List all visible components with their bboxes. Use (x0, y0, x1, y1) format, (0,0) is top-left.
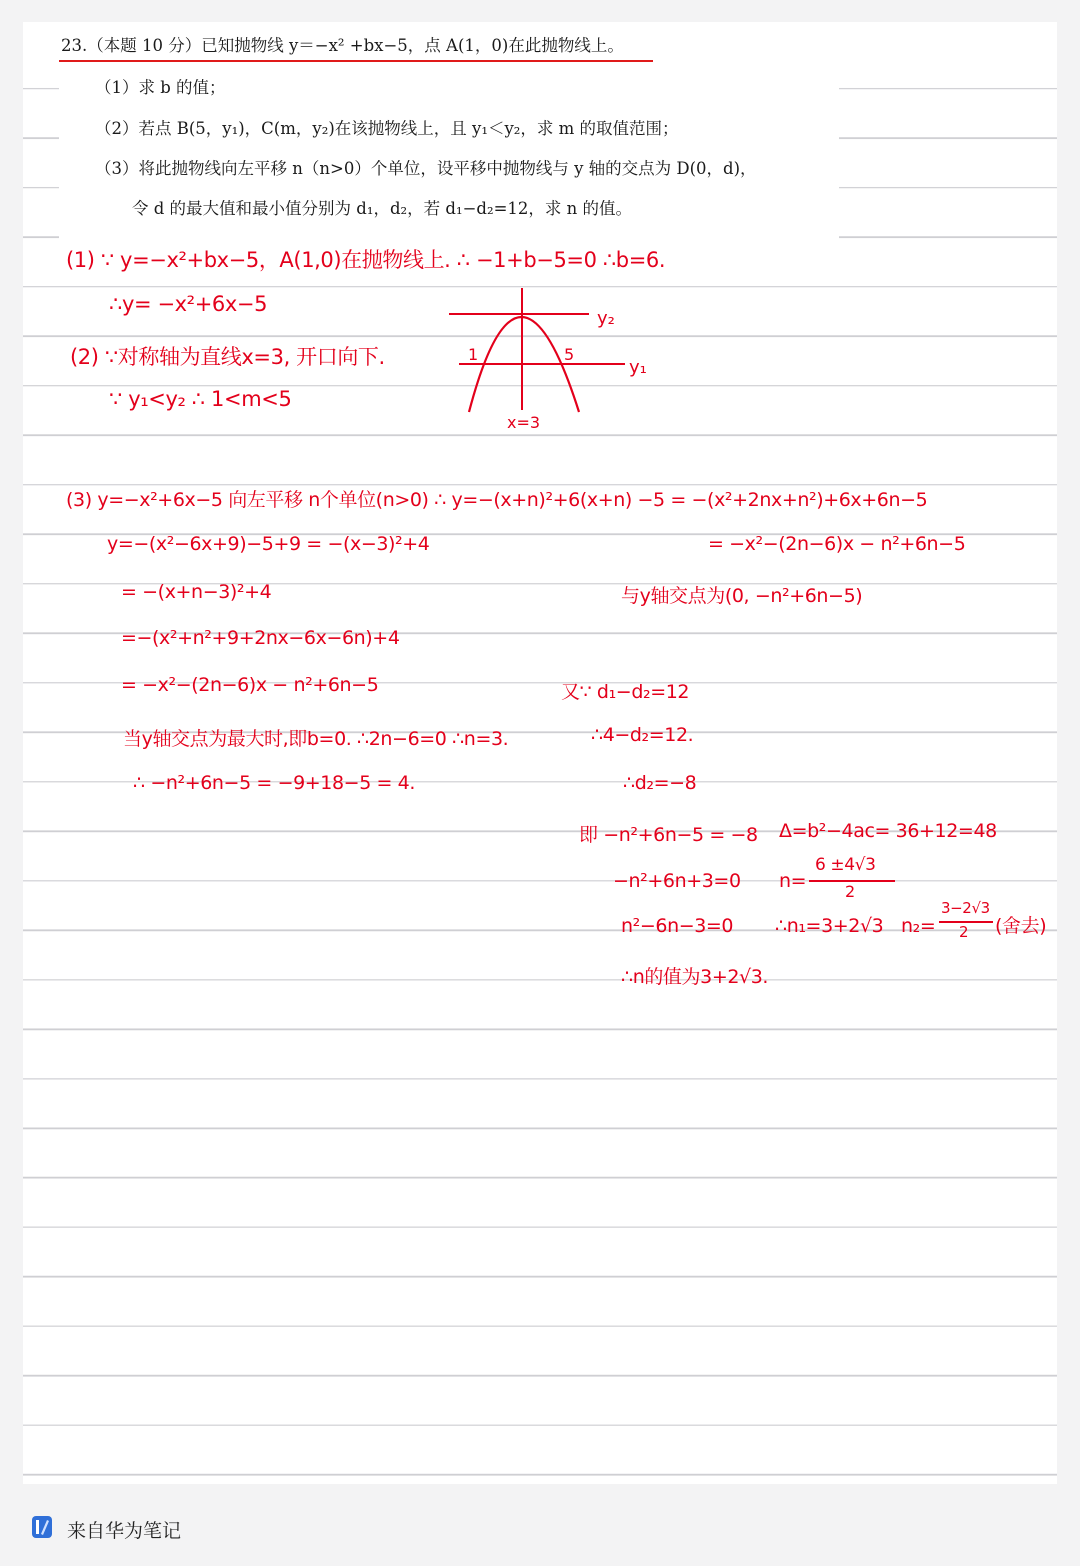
answer-3-left-5: 当y轴交点为最大时,即b=0. ∴2n−6=0 ∴n=3. (123, 728, 509, 750)
notepad-icon (32, 1516, 52, 1538)
question-3-continued: 令 d 的最大值和最小值分别为 d₁，d₂，若 d₁−d₂=12，求 n 的值。 (132, 199, 633, 218)
answer-3-right-4: ∴4−d₂=12. (591, 724, 694, 746)
answer-3-n-denominator: 2 (845, 882, 855, 901)
answer-3-right-8: n²−6n−3=0 (621, 915, 734, 937)
answer-3-n2-note: (舍去) (995, 915, 1047, 937)
answer-3-right-1: = −x²−(2n−6)x − n²+6n−5 (708, 533, 966, 555)
answer-3-right-7: −n²+6n+3=0 (613, 870, 741, 892)
answer-3-delta: Δ=b²−4ac= 36+12=48 (779, 820, 997, 842)
notebook-page (23, 22, 1057, 1484)
label-axis: x=3 (507, 413, 541, 432)
title-underline (59, 60, 653, 62)
answer-3-n2-denominator: 2 (959, 923, 969, 941)
answer-3-right-5: ∴d₂=−8 (623, 772, 697, 794)
label-y1: y₁ (629, 357, 647, 378)
label-1: 1 (468, 345, 479, 364)
answer-3-n2-prefix: n₂= (901, 915, 936, 937)
footer-source-text: 来自华为笔记 (67, 1520, 182, 1542)
question-3: （3）将此抛物线向左平移 n（n>0）个单位，设平移中抛物线与 y 轴的交点为 D(0，d)， (95, 159, 757, 178)
answer-2-line-2: ∵ y₁<y₂ ∴ 1<m<5 (109, 387, 292, 411)
answer-3-line-1: (3) y=−x²+6x−5 向左平移 n个单位(n>0) ∴ y=−(x+n)²+6(x+n) −5 = −(x²+2nx+n²)+6x+6n−5 (66, 489, 928, 511)
parabola-sketch (449, 282, 649, 432)
question-2: （2）若点 B(5，y₁)，C(m，y₂)在该抛物线上，且 y₁＜y₂，求 m 的取值范围； (95, 119, 679, 138)
label-5: 5 (564, 345, 575, 364)
answer-3-n2-numerator: 3−2√3 (941, 899, 990, 917)
answer-3-left-1: y=−(x²−6x+9)−5+9 = −(x−3)²+4 (107, 533, 430, 555)
answer-3-n-prefix: n= (779, 870, 807, 892)
answer-3-n1: ∴n₁=3+2√3 (775, 915, 884, 937)
answer-1-line-1: (1) ∵ y=−x²+bx−5，A(1,0)在抛物线上. ∴ −1+b−5=0 ∴b=6. (66, 248, 666, 272)
problem-statement (59, 28, 839, 260)
answer-3-left-2: = −(x+n−3)²+4 (121, 581, 272, 603)
answer-1-line-2: ∴y= −x²+6x−5 (109, 292, 268, 316)
answer-3-n-numerator: 6 ±4√3 (815, 855, 876, 875)
answer-3-right-2: 与y轴交点为(0, −n²+6n−5) (621, 585, 863, 607)
answer-2-line-1: (2) ∵对称轴为直线x=3, 开口向下. (70, 345, 385, 369)
answer-3-right-3: 又∵ d₁−d₂=12 (561, 681, 690, 703)
answer-3-left-3: =−(x²+n²+9+2nx−6x−6n)+4 (121, 627, 400, 649)
label-y2: y₂ (597, 308, 615, 329)
question-1: （1）求 b 的值； (95, 78, 226, 97)
answer-3-right-9: ∴n的值为3+2√3. (621, 966, 769, 988)
answer-3-left-6: ∴ −n²+6n−5 = −9+18−5 = 4. (133, 772, 416, 794)
problem-title: 23.（本题 10 分）已知抛物线 y＝−x² +bx−5，点 A(1，0)在此抛物线上。 (61, 36, 624, 55)
answer-3-right-6: 即 −n²+6n−5 = −8 (579, 824, 758, 846)
answer-3-left-4: = −x²−(2n−6)x − n²+6n−5 (121, 674, 379, 696)
